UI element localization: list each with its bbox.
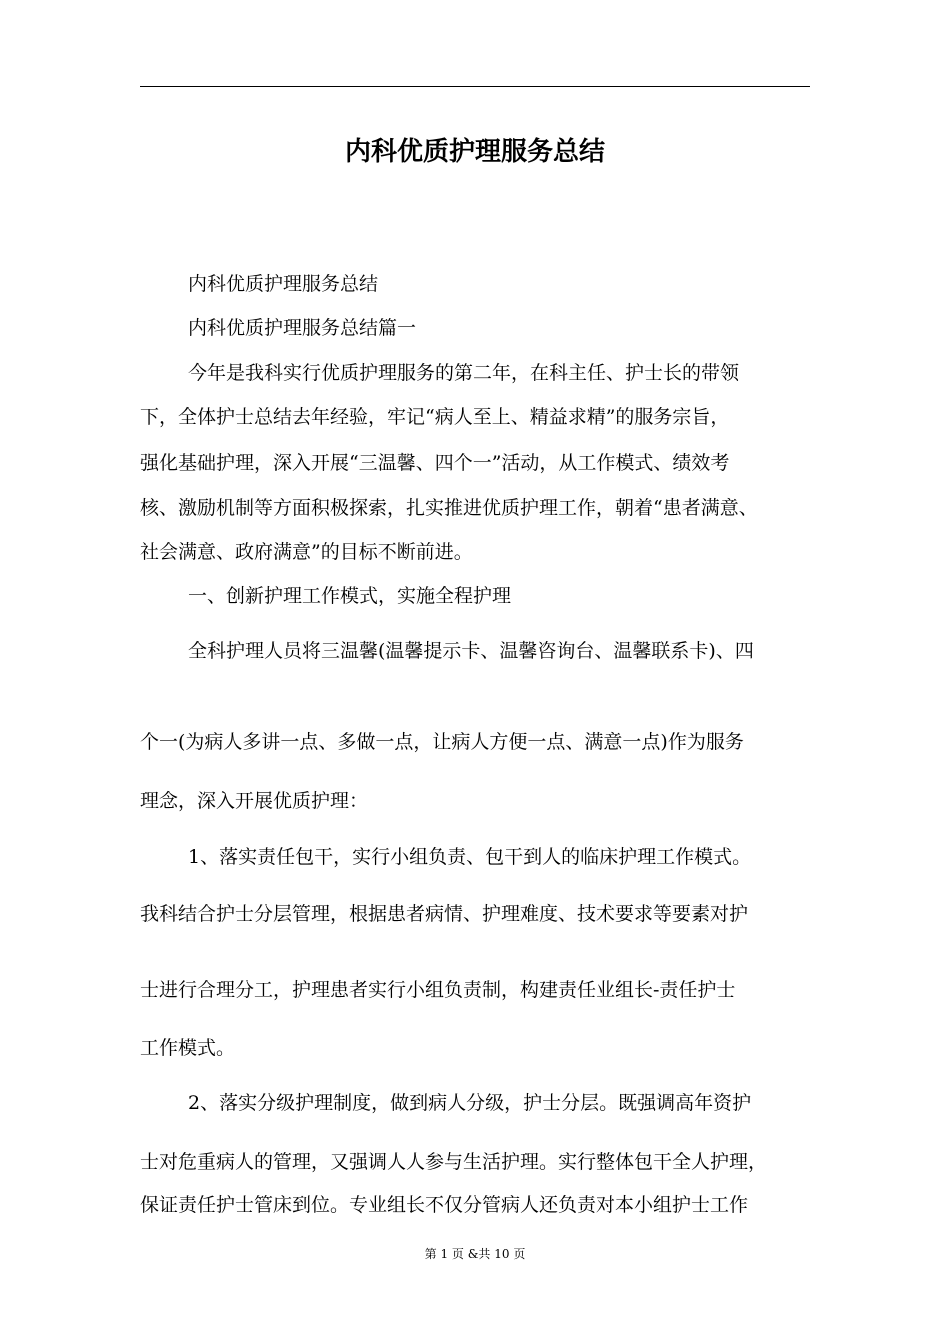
body-line: 工作模式。 (140, 1037, 236, 1059)
body-line: 全科护理人员将三温馨(温馨提示卡、温馨咨询台、温馨联系卡)、四 (188, 640, 754, 662)
page-footer: 第 1 页 &共 10 页 (424, 1247, 526, 1261)
body-line: 个一(为病人多讲一点、多做一点，让病人方便一点、满意一点)作为服务 (140, 731, 744, 753)
body-line: 内科优质护理服务总结 (188, 273, 379, 295)
header-rule (140, 86, 810, 87)
body-line: 内科优质护理服务总结篇一 (188, 317, 417, 339)
body-line: 保证责任护士管床到位。专业组长不仅分管病人还负责对本小组护士工作 (140, 1194, 749, 1216)
body-line: 强化基础护理，深入开展“三温馨、四个一”活动，从工作模式、绩效考 (140, 452, 730, 474)
body-line: 今年是我科实行优质护理服务的第二年，在科主任、护士长的带领 (188, 362, 740, 384)
body-line: 士对危重病人的管理，又强调人人参与生活护理。实行整体包干全人护理， (140, 1151, 768, 1173)
body-line: 核、激励机制等方面积极探索，扎实推进优质护理工作，朝着“患者满意、 (140, 497, 758, 519)
body-line: 1、落实责任包干，实行小组负责、包干到人的临床护理工作模式。 (188, 846, 752, 868)
body-line: 士进行合理分工，护理患者实行小组负责制，构建责任业组长-责任护士 (140, 979, 736, 1001)
body-line: 下，全体护士总结去年经验，牢记“病人至上、精益求精”的服务宗旨， (140, 406, 730, 428)
body-line: 我科结合护士分层管理，根据患者病情、护理难度、技术要求等要素对护 (140, 903, 749, 925)
document-title: 内科优质护理服务总结 (344, 137, 605, 167)
body-line: 2、落实分级护理制度，做到病人分级，护士分层。既强调高年资护 (188, 1092, 752, 1114)
section-heading: 一、创新护理工作模式，实施全程护理 (188, 585, 512, 607)
body-line: 理念，深入开展优质护理： (140, 790, 369, 812)
body-line: 社会满意、政府满意”的目标不断前进。 (140, 541, 473, 563)
